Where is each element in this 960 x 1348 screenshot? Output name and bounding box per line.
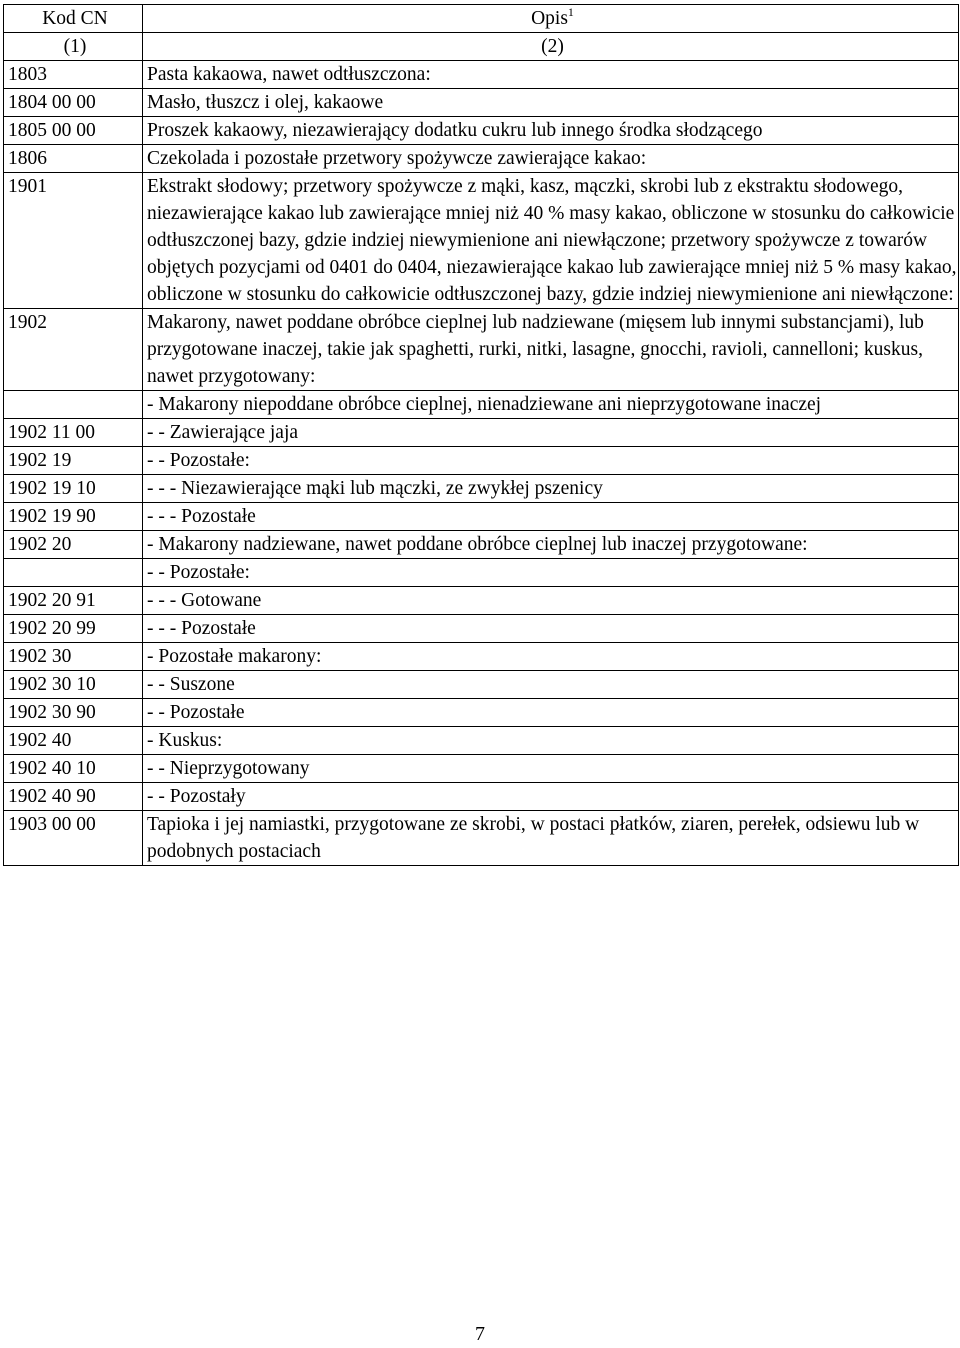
table-row <box>4 117 959 145</box>
table-row <box>4 89 959 117</box>
cn-code-cell: 1902 11 00 <box>4 419 143 447</box>
cn-code-cell: 1902 19 10 <box>4 475 143 503</box>
cn-codes-table <box>3 4 959 866</box>
description-cell: - - Pozostały <box>143 783 959 811</box>
cn-code-cell: 1902 40 <box>4 727 143 755</box>
description-cell: - - - Pozostałe <box>143 503 959 531</box>
description-cell: Masło, tłuszcz i olej, kakaowe <box>143 89 959 117</box>
description-cell: - - - Gotowane <box>143 587 959 615</box>
cn-code-cell: 1902 20 <box>4 531 143 559</box>
cn-code-cell: 1902 30 10 <box>4 671 143 699</box>
cn-code-cell: 1804 00 00 <box>4 89 143 117</box>
cn-code-cell: 1902 40 90 <box>4 783 143 811</box>
cn-code-cell: 1902 20 91 <box>4 587 143 615</box>
description-cell: - Makarony niepoddane obróbce cieplnej, nienadziewane ani nieprzygotowane inaczej <box>143 391 959 419</box>
description-cell: Czekolada i pozostałe przetwory spożywcze zawierające kakao: <box>143 145 959 173</box>
table-row <box>4 503 959 531</box>
table-row <box>4 173 959 309</box>
footnote-mark: 1 <box>567 5 574 19</box>
table-row <box>4 671 959 699</box>
header-opis <box>143 5 959 33</box>
table-row <box>4 531 959 559</box>
table-row <box>4 309 959 391</box>
table-row <box>4 615 959 643</box>
table-row <box>4 145 959 173</box>
description-cell: - - - Niezawierające mąki lub mączki, ze zwykłej pszenicy <box>143 475 959 503</box>
cn-code-cell <box>4 559 143 587</box>
table-row <box>4 475 959 503</box>
cn-code-cell: 1803 <box>4 61 143 89</box>
cn-code-cell: 1902 <box>4 309 143 391</box>
table-body <box>4 5 959 866</box>
cn-code-cell <box>4 391 143 419</box>
header-kod-cn: Kod CN <box>4 5 143 33</box>
description-cell: Makarony, nawet poddane obróbce cieplnej lub nadziewane (mięsem lub innymi substancjami), lub przygotowane inaczej, takie jak spaghetti, rurki, nitki, lasagne, gnocchi, ravioli, cannelloni; kuskus, nawet przygotowany: <box>143 309 959 391</box>
cn-code-cell: 1806 <box>4 145 143 173</box>
table-row <box>4 643 959 671</box>
description-cell: Proszek kakaowy, niezawierający dodatku cukru lub innego środka słodzącego <box>143 117 959 145</box>
cn-code-cell: 1902 19 90 <box>4 503 143 531</box>
header-index-1: (1) <box>4 33 143 61</box>
table-row <box>4 811 959 866</box>
cn-code-cell: 1903 00 00 <box>4 811 143 866</box>
cn-code-cell: 1805 00 00 <box>4 117 143 145</box>
table-index-row <box>4 33 959 61</box>
table-row <box>4 699 959 727</box>
description-cell: Pasta kakaowa, nawet odtłuszczona: <box>143 61 959 89</box>
description-cell: - Kuskus: <box>143 727 959 755</box>
table-row <box>4 755 959 783</box>
table-row <box>4 61 959 89</box>
description-cell: - - Pozostałe: <box>143 559 959 587</box>
cn-code-cell: 1901 <box>4 173 143 309</box>
table-row <box>4 447 959 475</box>
table-row <box>4 391 959 419</box>
description-cell: - - Pozostałe <box>143 699 959 727</box>
cn-code-cell: 1902 40 10 <box>4 755 143 783</box>
description-cell: - - Nieprzygotowany <box>143 755 959 783</box>
description-cell: Tapioka i jej namiastki, przygotowane ze skrobi, w postaci płatków, ziaren, perełek, odsiewu lub w podobnych postaciach <box>143 811 959 866</box>
table-row <box>4 559 959 587</box>
cn-code-cell: 1902 19 <box>4 447 143 475</box>
description-cell: Ekstrakt słodowy; przetwory spożywcze z mąki, kasz, mączki, skrobi lub z ekstraktu słodowego, niezawierające kakao lub zawierające mniej niż 40 % masy kakao, obliczone w stosunku do całkowicie odtłuszczonej bazy, gdzie indziej niewymienione ani niewłączone; przetwory spożywcze z towarów objętych pozycjami od 0401 do 0404, niezawierające kakao lub zawierające mniej niż 5 % masy kakao, obliczone w stosunku do całkowicie odtłuszczonej bazy, gdzie indziej niewymienione ani niewłączone: <box>143 173 959 309</box>
description-cell: - - - Pozostałe <box>143 615 959 643</box>
table-header-row <box>4 5 959 33</box>
cn-code-cell: 1902 30 90 <box>4 699 143 727</box>
description-cell: - Makarony nadziewane, nawet poddane obróbce cieplnej lub inaczej przygotowane: <box>143 531 959 559</box>
cn-code-cell: 1902 30 <box>4 643 143 671</box>
table-row <box>4 783 959 811</box>
page-number: 7 <box>475 1323 485 1345</box>
description-cell: - - Pozostałe: <box>143 447 959 475</box>
description-cell: - Pozostałe makarony: <box>143 643 959 671</box>
description-cell: - - Suszone <box>143 671 959 699</box>
cn-code-cell: 1902 20 99 <box>4 615 143 643</box>
table-row <box>4 727 959 755</box>
header-index-2: (2) <box>143 33 959 61</box>
table-row <box>4 419 959 447</box>
description-cell: - - Zawierające jaja <box>143 419 959 447</box>
table-row <box>4 587 959 615</box>
header-opis-text: Opis <box>531 8 568 29</box>
